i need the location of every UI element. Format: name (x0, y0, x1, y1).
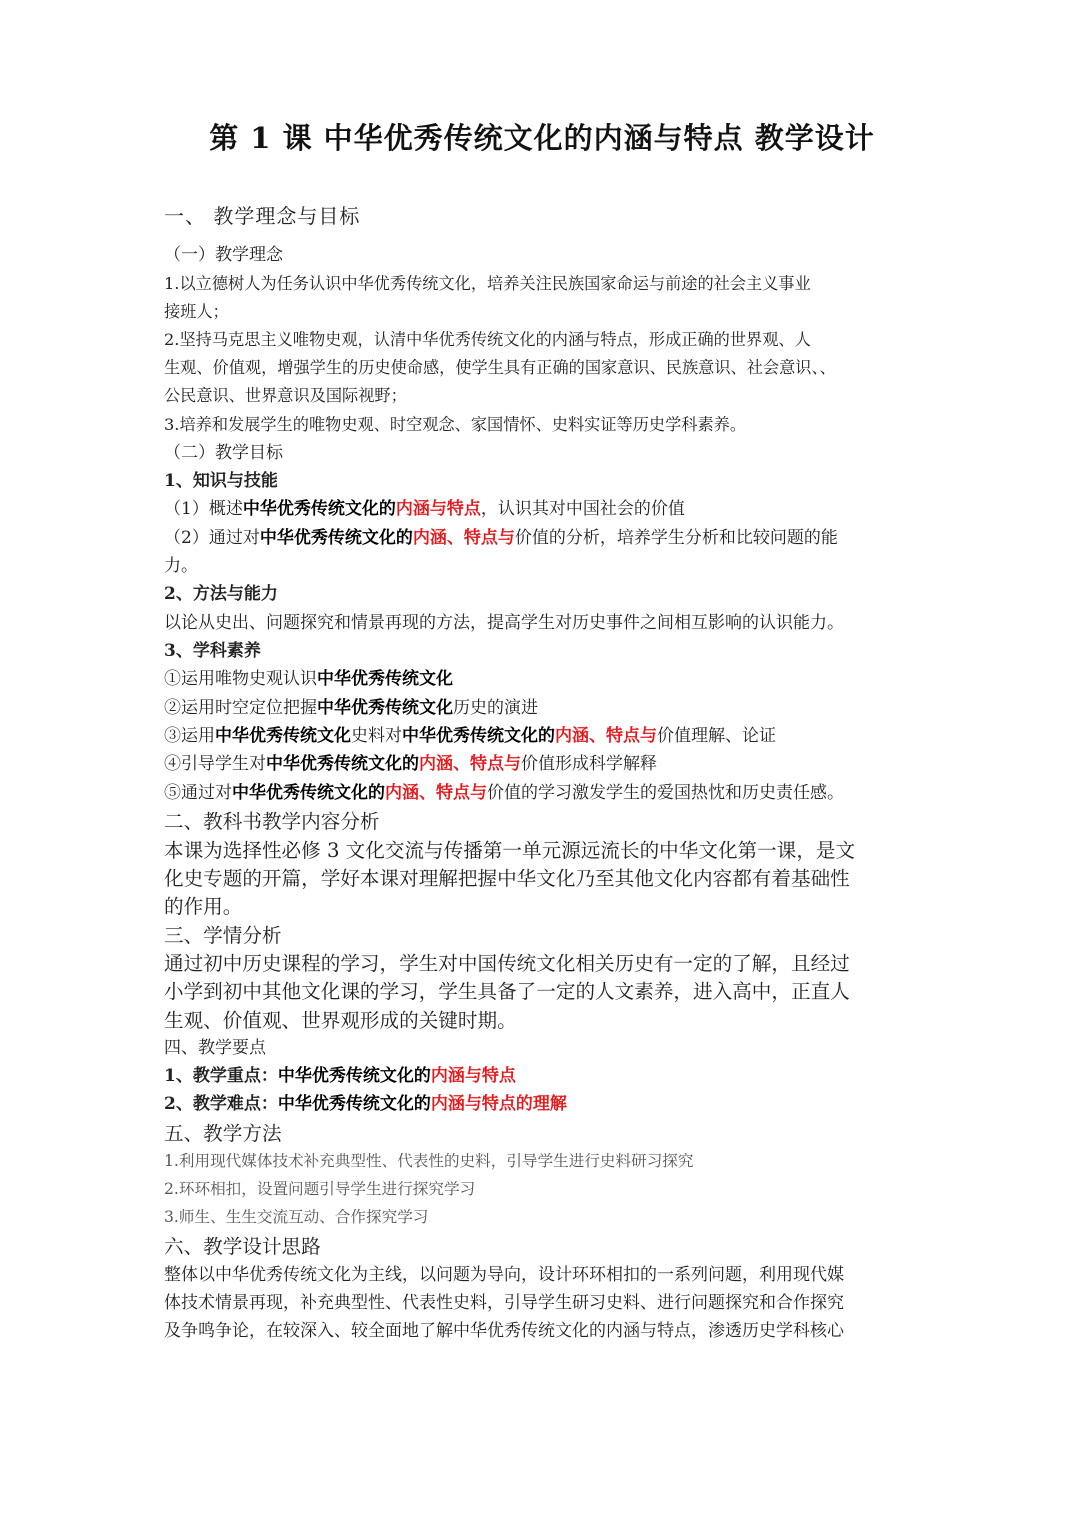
key-point-focus (164, 1064, 920, 1088)
philosophy-item-2-line-3: 公民意识、世界意识及国际视野； (164, 386, 407, 405)
red-highlight-run: 内涵、特点与 (419, 754, 521, 774)
method-item-3: 3.师生、生生交流互动、合作探究学习 (164, 1208, 429, 1226)
text-run: ⑤通过对 (164, 783, 232, 803)
bold-run: 中华优秀传统文化的 (266, 754, 419, 774)
goal-method-heading: 2、方法与能力 (164, 584, 278, 604)
text-run: 史料对 (351, 726, 402, 746)
text-run: 价值形成科学解释 (521, 754, 657, 774)
literacy-item-5 (164, 781, 920, 805)
bold-run: 中华优秀传统文化的 (277, 1066, 431, 1086)
literacy-item-3 (164, 724, 920, 748)
goal-literacy-heading: 3、学科素养 (164, 641, 261, 661)
textbook-analysis-line-3: 的作用。 (164, 895, 243, 918)
literacy-item-1 (164, 667, 920, 691)
key-point-difficulty (164, 1092, 920, 1116)
subheading-teaching-philosophy: （一）教学理念 (164, 245, 283, 265)
bold-run: 中华优秀传统文化的 (259, 528, 413, 548)
red-highlight-run: 内涵与特点 (395, 499, 481, 519)
bold-run: 中华优秀传统文化的 (277, 1094, 431, 1114)
subheading-teaching-goals: （二）教学目标 (164, 443, 283, 463)
bold-run: 中华优秀传统文化 (317, 698, 453, 718)
red-highlight-run: 内涵、特点与 (385, 783, 487, 803)
section-heading-1: 一、 教学理念与目标 (164, 204, 361, 228)
bold-run: 中华优秀传统文化的 (402, 726, 555, 746)
page-title: 第 1 课 中华优秀传统文化的内涵与特点 教学设计 (209, 121, 875, 155)
red-highlight-run: 内涵与特点 (430, 1066, 516, 1086)
design-idea-line-1: 整体以中华优秀传统文化为主线，以问题为导向，设计环环相扣的一系列问题，利用现代媒 (164, 1265, 844, 1285)
text-run: 价值的学习激发学生的爱国热忱和历史责任感。 (487, 783, 844, 803)
design-idea-line-3: 及争鸣争论，在较深入、较全面地了解中华优秀传统文化的内涵与特点，渗透历史学科核心 (164, 1321, 844, 1341)
philosophy-item-2-line-2: 生观、价值观，增强学生的历史使命感，使学生具有正确的国家意识、民族意识、社会意识、、 (164, 358, 836, 377)
textbook-analysis-line-2: 化史专题的开篇，学好本课对理解把握中华文化乃至其他文化内容都有着基础性 (164, 867, 850, 890)
bold-run: 中华优秀传统文化 (317, 669, 453, 689)
text-run: ①运用唯物史观认识 (164, 669, 317, 689)
text-run: ，认识其对中国社会的价值 (480, 499, 685, 519)
student-analysis-line-2: 小学到初中其他文化课的学习，学生具备了一定的人文素养，进入高中，正直人 (164, 980, 850, 1003)
red-highlight-run: 内涵与特点的理解 (430, 1094, 567, 1114)
text-run: ③运用 (164, 726, 215, 746)
philosophy-item-2-line-1: 2.坚持马克思主义唯物史观，认清中华优秀传统文化的内涵与特点，形成正确的世界观、人 (164, 330, 811, 349)
text-run: 1、教学重点： (164, 1066, 278, 1086)
method-item-2: 2.环环相扣，设置问题引导学生进行探究学习 (164, 1180, 476, 1198)
text-run: ②运用时空定位把握 (164, 698, 317, 718)
text-run: 价值的分析，培养学生分析和比较问题的能 (514, 528, 838, 548)
text-run: ④引导学生对 (164, 754, 266, 774)
section-heading-4: 四、教学要点 (164, 1038, 266, 1058)
red-highlight-run: 内涵、特点与 (412, 528, 515, 548)
section-heading-3: 三、学情分析 (164, 924, 282, 947)
text-run: （1）概述 (164, 499, 243, 519)
goal-knowledge-item-1 (164, 497, 920, 521)
textbook-analysis-line-1: 本课为选择性必修 3 文化交流与传播第一单元源远流长的中华文化第一课，是文 (164, 839, 856, 862)
section-heading-6: 六、教学设计思路 (164, 1235, 321, 1258)
goal-method-text: 以论从史出、问题探究和情景再现的方法，提高学生对历史事件之间相互影响的认识能力。 (164, 613, 844, 633)
section-heading-5: 五、教学方法 (164, 1122, 282, 1145)
goal-knowledge-item-2-cont: 力。 (164, 556, 198, 576)
philosophy-item-3: 3.培养和发展学生的唯物史观、时空观念、家国情怀、史料实证等历史学科素养。 (164, 415, 747, 434)
text-run: 历史的演进 (453, 698, 538, 718)
literacy-item-2 (164, 696, 920, 720)
philosophy-item-1-line-1: 1.以立德树人为任务认识中华优秀传统文化，培养关注民族国家命运与前途的社会主义事业 (164, 274, 811, 293)
text-run: 价值理解、论证 (657, 726, 776, 746)
design-idea-line-2: 体技术情景再现，补充典型性、代表性史料，引导学生研习史料、进行问题探究和合作探究 (164, 1293, 844, 1313)
bold-run: 中华优秀传统文化的 (242, 499, 396, 519)
text-run: 2、教学难点： (164, 1094, 278, 1114)
section-heading-2: 二、教科书教学内容分析 (164, 810, 380, 833)
goal-knowledge-item-2 (164, 526, 920, 550)
philosophy-item-1-line-2: 接班人； (164, 302, 229, 321)
bold-run: 中华优秀传统文化 (215, 726, 351, 746)
red-highlight-run: 内涵、特点与 (555, 726, 657, 746)
text-run: （2）通过对 (164, 528, 260, 548)
literacy-item-4 (164, 752, 920, 776)
bold-run: 中华优秀传统文化的 (232, 783, 385, 803)
student-analysis-line-3: 生观、价值观、世界观形成的关键时期。 (164, 1009, 517, 1032)
student-analysis-line-1: 通过初中历史课程的学习，学生对中国传统文化相关历史有一定的了解，且经过 (164, 952, 850, 975)
method-item-1: 1.利用现代媒体技术补充典型性、代表性的史料，引导学生进行史料研习探究 (164, 1152, 694, 1170)
goal-knowledge-heading: 1、知识与技能 (164, 471, 278, 491)
